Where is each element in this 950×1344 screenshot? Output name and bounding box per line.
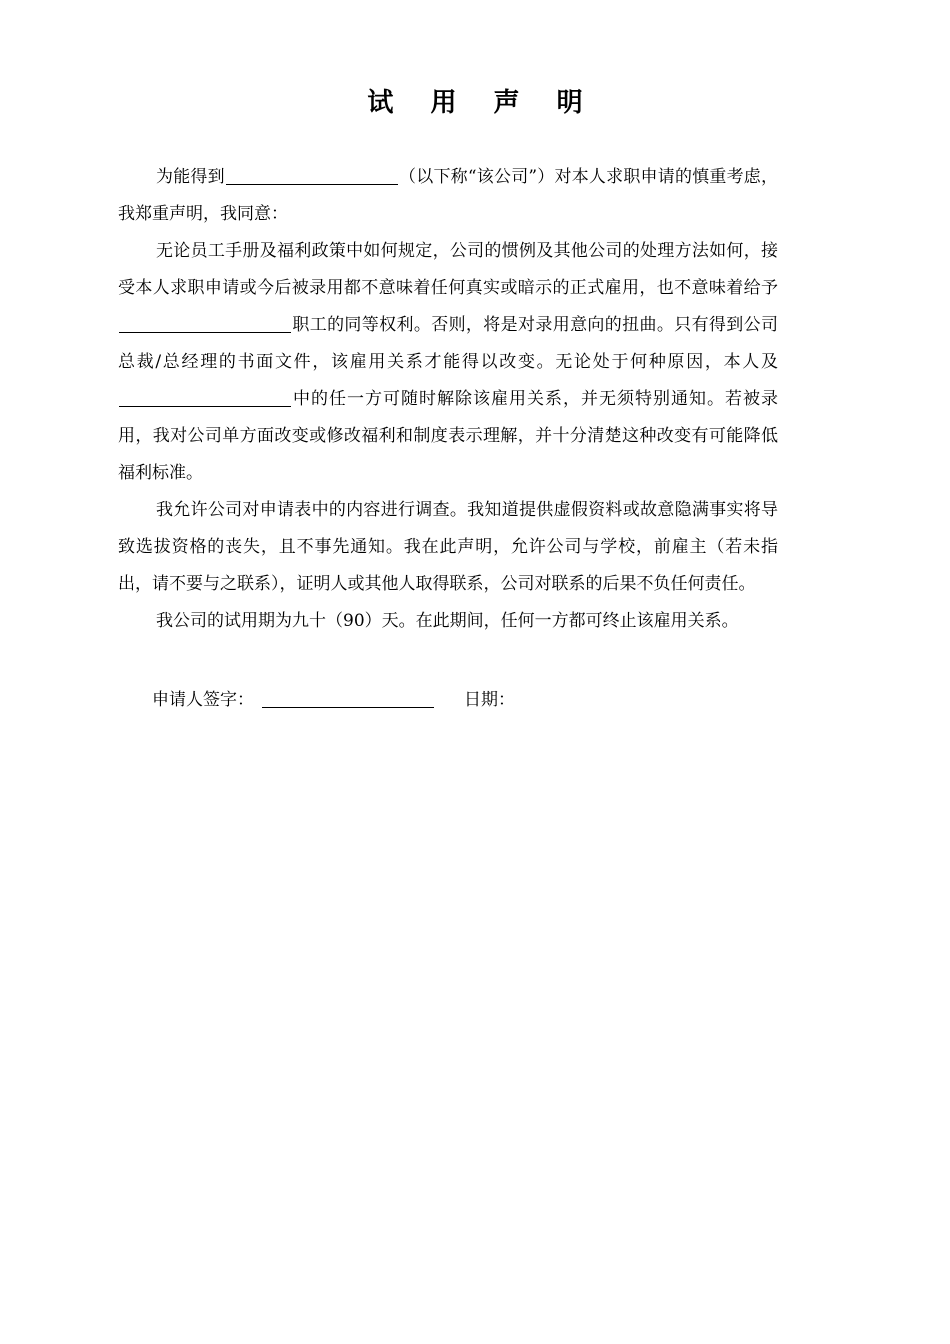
paragraph-4: 我公司的试用期为九十（90）天。在此期间，任何一方都可终止该雇用关系。 [156,611,739,631]
signature-field[interactable] [262,690,434,708]
rights-blank[interactable] [119,315,291,333]
p2-text-part1: 无论员工手册及福利政策中如何规定，公司的惯例及其他公司的处理方法如何，接受本人求职申请或今后被录用都不意味着任何真实或暗示的正式雇用，也不意味着给予 [118,241,778,298]
paragraph-1 [118,159,778,233]
paragraph-3: 我允许公司对申请表中的内容进行调查。我知道提供虚假资料或故意隐满事实将导致选拔资格的丧失，且不事先通知。我在此声明，允许公司与学校，前雇主（若未指出，请不要与之联系），证明人或其他人取得联系，公司对联系的后果不负任何责任。 [118,500,778,594]
p1-text-after: （以下称“该公司”）对本人求职申请的慎重考虑，我郑重声明，我同意： [118,167,779,224]
document-body [118,159,778,640]
p2-text-part2: 职工的同等权利。否则，将是对录用意向的扭曲。只有得到公司总裁/总经理的书面文件，该雇用关系才能得以改变。无论处于何种原因，本人及 [118,315,778,372]
party-blank[interactable] [119,389,291,407]
p1-text-before: 为能得到 [156,167,225,187]
company-name-blank[interactable] [226,167,398,185]
p2-text-part3: 中的任一方可随时解除该雇用关系，并无须特别通知。若被录用，我对公司单方面改变或修改福利和制度表示理解，并十分清楚这种改变有可能降低福利标准。 [118,389,778,483]
signature-label: 申请人签字： [152,690,254,710]
signature-row [152,682,515,719]
document-title: 试 用 声 明 [367,88,597,118]
paragraph-2 [118,233,778,492]
date-label: 日期： [464,690,515,710]
